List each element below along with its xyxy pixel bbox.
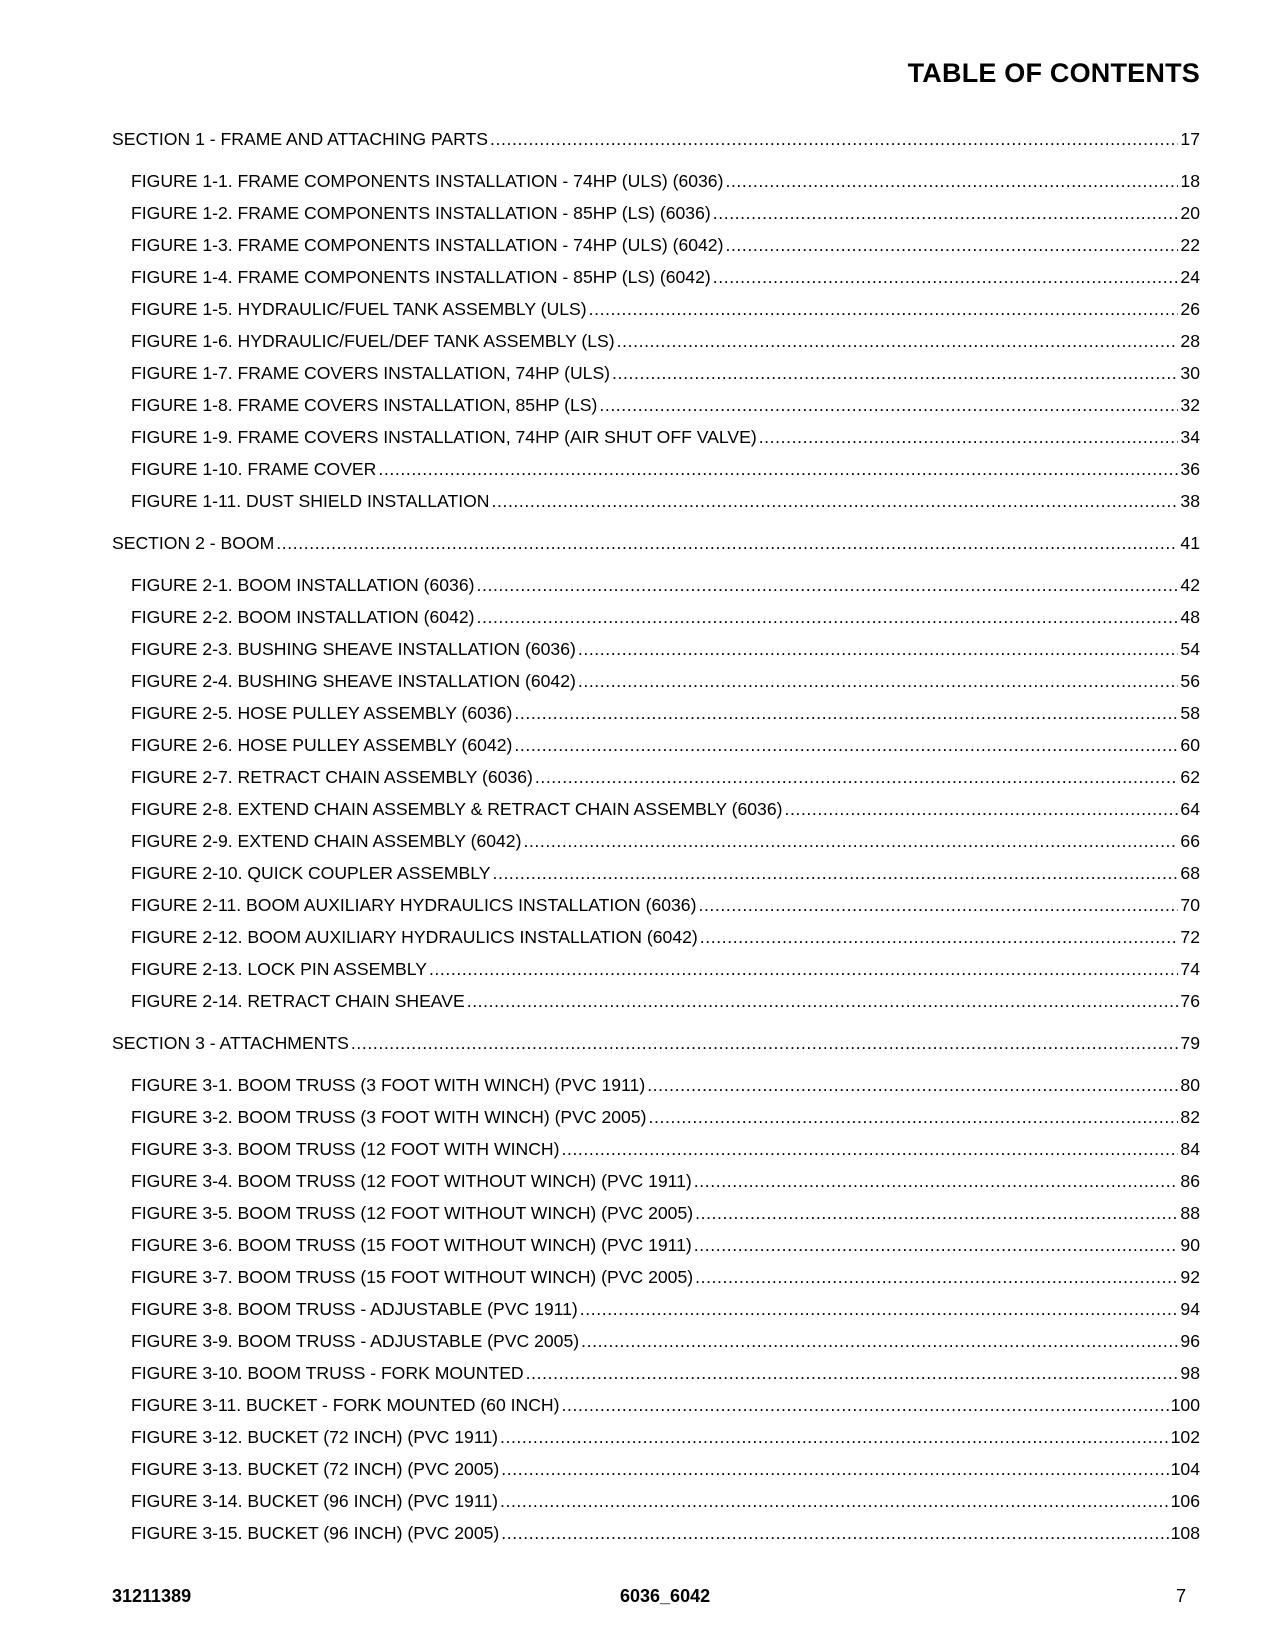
toc-figure-entry[interactable] [112, 1266, 1200, 1298]
toc-entry-label: FIGURE 1-1. FRAME COMPONENTS INSTALLATION - 74HP (ULS) (6036) [131, 171, 724, 191]
toc-figure-entry[interactable] [112, 606, 1200, 638]
toc-entry-label: FIGURE 2-13. LOCK PIN ASSEMBLY [131, 959, 427, 979]
toc-entry-label: FIGURE 2-14. RETRACT CHAIN SHEAVE [131, 991, 465, 1011]
toc-entry-page: 84 [1180, 1139, 1200, 1159]
page-title: TABLE OF CONTENTS [907, 58, 1200, 88]
toc-entry-label: FIGURE 3-5. BOOM TRUSS (12 FOOT WITHOUT WINCH) (PVC 2005) [131, 1203, 694, 1223]
dot-leader [694, 1170, 1179, 1192]
toc-entry-label: FIGURE 3-15. BUCKET (96 INCH) (PVC 2005) [131, 1523, 500, 1543]
toc-figure-entry[interactable] [112, 958, 1200, 990]
toc-entry-label: FIGURE 2-3. BUSHING SHEAVE INSTALLATION (6036) [131, 639, 576, 659]
dot-leader [599, 394, 1178, 416]
toc-entry-label: FIGURE 2-1. BOOM INSTALLATION (6036) [131, 575, 475, 595]
toc-entry-label: FIGURE 1-7. FRAME COVERS INSTALLATION, 74HP (ULS) [131, 363, 611, 383]
dot-leader [578, 670, 1179, 692]
toc-figure-entry[interactable] [112, 490, 1200, 522]
dot-leader [695, 1266, 1178, 1288]
dot-leader [378, 458, 1178, 480]
toc-entry-page: 20 [1180, 203, 1200, 223]
toc-figure-entry[interactable] [112, 894, 1200, 926]
dot-leader [713, 266, 1179, 288]
toc-figure-entry[interactable] [112, 1458, 1200, 1490]
toc-entry-page: 76 [1180, 991, 1200, 1011]
toc-figure-entry[interactable] [112, 426, 1200, 458]
toc-entry-page: 74 [1180, 959, 1200, 979]
toc-entry-label: FIGURE 2-5. HOSE PULLEY ASSEMBLY (6036) [131, 703, 513, 723]
toc-entry-page: 72 [1180, 927, 1200, 947]
toc-entry-page: 62 [1180, 767, 1200, 787]
toc-entry-page: 79 [1180, 1033, 1200, 1053]
toc-figure-entry[interactable] [112, 1522, 1200, 1554]
toc-figure-entry[interactable] [112, 330, 1200, 362]
toc-figure-entry[interactable] [112, 798, 1200, 830]
toc-figure-entry[interactable] [112, 734, 1200, 766]
toc-entry-label: FIGURE 2-8. EXTEND CHAIN ASSEMBLY & RETRACT CHAIN ASSEMBLY (6036) [131, 799, 783, 819]
toc-entry-label: FIGURE 3-8. BOOM TRUSS - ADJUSTABLE (PVC 1911) [131, 1299, 578, 1319]
dot-leader [759, 426, 1179, 448]
dot-leader [514, 702, 1178, 724]
dot-leader [476, 606, 1178, 628]
toc-entry-page: 100 [1170, 1395, 1200, 1415]
toc-figure-entry[interactable] [112, 830, 1200, 862]
toc-figure-entry[interactable] [112, 298, 1200, 330]
toc-entry-label: FIGURE 1-2. FRAME COMPONENTS INSTALLATION - 85HP (LS) (6036) [131, 203, 711, 223]
toc-section-entry[interactable] [112, 532, 1200, 564]
dot-leader [725, 170, 1178, 192]
toc-entry-page: 92 [1180, 1267, 1200, 1287]
toc-entry-page: 38 [1180, 491, 1200, 511]
toc-entry-label: FIGURE 3-7. BOOM TRUSS (15 FOOT WITHOUT WINCH) (PVC 2005) [131, 1267, 694, 1287]
toc-figure-entry[interactable] [112, 1330, 1200, 1362]
toc-entry-page: 56 [1180, 671, 1200, 691]
toc-entry-label: FIGURE 3-6. BOOM TRUSS (15 FOOT WITHOUT WINCH) (PVC 1911) [131, 1235, 692, 1255]
toc-entry-page: 34 [1180, 427, 1200, 447]
dot-leader [501, 1458, 1168, 1480]
dot-leader [526, 1362, 1179, 1384]
toc-figure-entry[interactable] [112, 926, 1200, 958]
toc-entry-page: 106 [1170, 1491, 1200, 1511]
toc-entry-label: SECTION 3 - ATTACHMENTS [112, 1033, 349, 1053]
toc-entry-page: 22 [1180, 235, 1200, 255]
dot-leader [523, 830, 1178, 852]
table-of-contents [112, 128, 1200, 1554]
toc-figure-entry[interactable] [112, 1074, 1200, 1106]
footer-doc-number: 31211389 [112, 1586, 192, 1606]
dot-leader [612, 362, 1178, 384]
toc-entry-label: FIGURE 1-6. HYDRAULIC/FUEL/DEF TANK ASSEMBLY (LS) [131, 331, 615, 351]
toc-entry-label: FIGURE 1-5. HYDRAULIC/FUEL TANK ASSEMBLY (ULS) [131, 299, 587, 319]
dot-leader [784, 798, 1178, 820]
toc-entry-page: 18 [1180, 171, 1200, 191]
toc-entry-label: FIGURE 1-9. FRAME COVERS INSTALLATION, 74HP (AIR SHUT OFF VALVE) [131, 427, 757, 447]
toc-entry-label: FIGURE 3-11. BUCKET - FORK MOUNTED (60 INCH) [131, 1395, 560, 1415]
toc-entry-page: 30 [1180, 363, 1200, 383]
dot-leader [700, 926, 1179, 948]
toc-entry-page: 17 [1180, 129, 1200, 149]
toc-entry-page: 108 [1170, 1523, 1200, 1543]
dot-leader [589, 298, 1179, 320]
toc-entry-page: 42 [1180, 575, 1200, 595]
toc-entry-page: 70 [1180, 895, 1200, 915]
toc-entry-label: FIGURE 2-10. QUICK COUPLER ASSEMBLY [131, 863, 491, 883]
toc-entry-label: FIGURE 1-3. FRAME COMPONENTS INSTALLATION - 74HP (ULS) (6042) [131, 235, 724, 255]
toc-entry-label: FIGURE 2-6. HOSE PULLEY ASSEMBLY (6042) [131, 735, 513, 755]
toc-figure-entry[interactable] [112, 638, 1200, 670]
toc-entry-label: FIGURE 3-1. BOOM TRUSS (3 FOOT WITH WINCH) (PVC 1911) [131, 1075, 646, 1095]
toc-entry-label: FIGURE 3-2. BOOM TRUSS (3 FOOT WITH WINCH) (PVC 2005) [131, 1107, 647, 1127]
toc-entry-label: FIGURE 1-11. DUST SHIELD INSTALLATION [131, 491, 490, 511]
toc-figure-entry[interactable] [112, 702, 1200, 734]
toc-figure-entry[interactable] [112, 1106, 1200, 1138]
toc-entry-page: 96 [1180, 1331, 1200, 1351]
toc-entry-page: 90 [1180, 1235, 1200, 1255]
toc-entry-label: FIGURE 2-2. BOOM INSTALLATION (6042) [131, 607, 475, 627]
toc-entry-page: 86 [1180, 1171, 1200, 1191]
toc-figure-entry[interactable] [112, 1298, 1200, 1330]
toc-entry-page: 58 [1180, 703, 1200, 723]
dot-leader [698, 894, 1178, 916]
toc-figure-entry[interactable] [112, 1202, 1200, 1234]
toc-entry-page: 94 [1180, 1299, 1200, 1319]
toc-entry-label: FIGURE 3-13. BUCKET (72 INCH) (PVC 2005) [131, 1459, 500, 1479]
dot-leader [725, 234, 1178, 256]
dot-leader [491, 490, 1178, 512]
toc-figure-entry[interactable] [112, 574, 1200, 606]
toc-section-entry[interactable] [112, 128, 1200, 160]
toc-entry-page: 64 [1180, 799, 1200, 819]
dot-leader [492, 862, 1178, 884]
toc-figure-entry[interactable] [112, 202, 1200, 234]
dot-leader [580, 1298, 1179, 1320]
toc-entry-label: FIGURE 3-14. BUCKET (96 INCH) (PVC 1911) [131, 1491, 498, 1511]
dot-leader [514, 734, 1178, 756]
toc-figure-entry[interactable] [112, 362, 1200, 394]
toc-entry-label: SECTION 2 - BOOM [112, 533, 275, 553]
dot-leader [501, 1522, 1168, 1544]
dot-leader [490, 128, 1178, 150]
dot-leader [500, 1426, 1169, 1448]
toc-entry-label: FIGURE 3-10. BOOM TRUSS - FORK MOUNTED [131, 1363, 524, 1383]
toc-entry-page: 54 [1180, 639, 1200, 659]
toc-entry-label: FIGURE 2-12. BOOM AUXILIARY HYDRAULICS INSTALLATION (6042) [131, 927, 698, 947]
dot-leader [535, 766, 1179, 788]
footer-model: 6036_6042 [620, 1586, 711, 1606]
toc-entry-page: 66 [1180, 831, 1200, 851]
toc-figure-entry[interactable] [112, 1362, 1200, 1394]
toc-entry-page: 36 [1180, 459, 1200, 479]
dot-leader [429, 958, 1178, 980]
toc-figure-entry[interactable] [112, 1490, 1200, 1522]
toc-entry-label: FIGURE 1-4. FRAME COMPONENTS INSTALLATION - 85HP (LS) (6042) [131, 267, 711, 287]
toc-entry-label: FIGURE 1-8. FRAME COVERS INSTALLATION, 85HP (LS) [131, 395, 598, 415]
toc-entry-label: FIGURE 3-12. BUCKET (72 INCH) (PVC 1911) [131, 1427, 498, 1447]
toc-figure-entry[interactable] [112, 1426, 1200, 1458]
toc-entry-label: FIGURE 3-4. BOOM TRUSS (12 FOOT WITHOUT WINCH) (PVC 1911) [131, 1171, 692, 1191]
toc-entry-page: 82 [1180, 1107, 1200, 1127]
toc-figure-entry[interactable] [112, 1170, 1200, 1202]
footer-page-number: 7 [1175, 1586, 1186, 1606]
dot-leader [467, 990, 1179, 1012]
dot-leader [617, 330, 1179, 352]
dot-leader [351, 1032, 1179, 1054]
toc-entry-page: 104 [1170, 1459, 1200, 1479]
dot-leader [500, 1490, 1169, 1512]
toc-entry-page: 80 [1180, 1075, 1200, 1095]
toc-entry-page: 60 [1180, 735, 1200, 755]
dot-leader [561, 1138, 1178, 1160]
toc-entry-page: 48 [1180, 607, 1200, 627]
dot-leader [649, 1106, 1179, 1128]
toc-figure-entry[interactable] [112, 234, 1200, 266]
toc-entry-label: FIGURE 2-9. EXTEND CHAIN ASSEMBLY (6042) [131, 831, 522, 851]
toc-entry-page: 88 [1180, 1203, 1200, 1223]
toc-entry-page: 26 [1180, 299, 1200, 319]
toc-entry-label: SECTION 1 - FRAME AND ATTACHING PARTS [112, 129, 489, 149]
toc-figure-entry[interactable] [112, 1394, 1200, 1426]
toc-figure-entry[interactable] [112, 266, 1200, 298]
dot-leader [276, 532, 1178, 554]
toc-entry-page: 41 [1180, 533, 1200, 553]
dot-leader [578, 638, 1179, 660]
toc-entry-page: 102 [1170, 1427, 1200, 1447]
dot-leader [581, 1330, 1178, 1352]
dot-leader [695, 1202, 1178, 1224]
toc-figure-entry[interactable] [112, 670, 1200, 702]
dot-leader [694, 1234, 1179, 1256]
toc-section-entry[interactable] [112, 1032, 1200, 1064]
toc-figure-entry[interactable] [112, 458, 1200, 490]
dot-leader [476, 574, 1178, 596]
toc-entry-page: 28 [1180, 331, 1200, 351]
toc-figure-entry[interactable] [112, 990, 1200, 1022]
toc-entry-page: 24 [1180, 267, 1200, 287]
toc-figure-entry[interactable] [112, 1138, 1200, 1170]
toc-entry-page: 32 [1180, 395, 1200, 415]
toc-figure-entry[interactable] [112, 766, 1200, 798]
toc-figure-entry[interactable] [112, 170, 1200, 202]
toc-entry-page: 98 [1180, 1363, 1200, 1383]
toc-figure-entry[interactable] [112, 1234, 1200, 1266]
toc-entry-label: FIGURE 1-10. FRAME COVER [131, 459, 377, 479]
toc-entry-label: FIGURE 2-7. RETRACT CHAIN ASSEMBLY (6036) [131, 767, 533, 787]
toc-entry-label: FIGURE 2-4. BUSHING SHEAVE INSTALLATION (6042) [131, 671, 576, 691]
toc-entry-label: FIGURE 2-11. BOOM AUXILIARY HYDRAULICS INSTALLATION (6036) [131, 895, 697, 915]
toc-entry-page: 68 [1180, 863, 1200, 883]
dot-leader [647, 1074, 1178, 1096]
dot-leader [713, 202, 1179, 224]
toc-figure-entry[interactable] [112, 394, 1200, 426]
dot-leader [562, 1394, 1169, 1416]
toc-figure-entry[interactable] [112, 862, 1200, 894]
toc-entry-label: FIGURE 3-3. BOOM TRUSS (12 FOOT WITH WINCH) [131, 1139, 560, 1159]
toc-entry-label: FIGURE 3-9. BOOM TRUSS - ADJUSTABLE (PVC 2005) [131, 1331, 580, 1351]
